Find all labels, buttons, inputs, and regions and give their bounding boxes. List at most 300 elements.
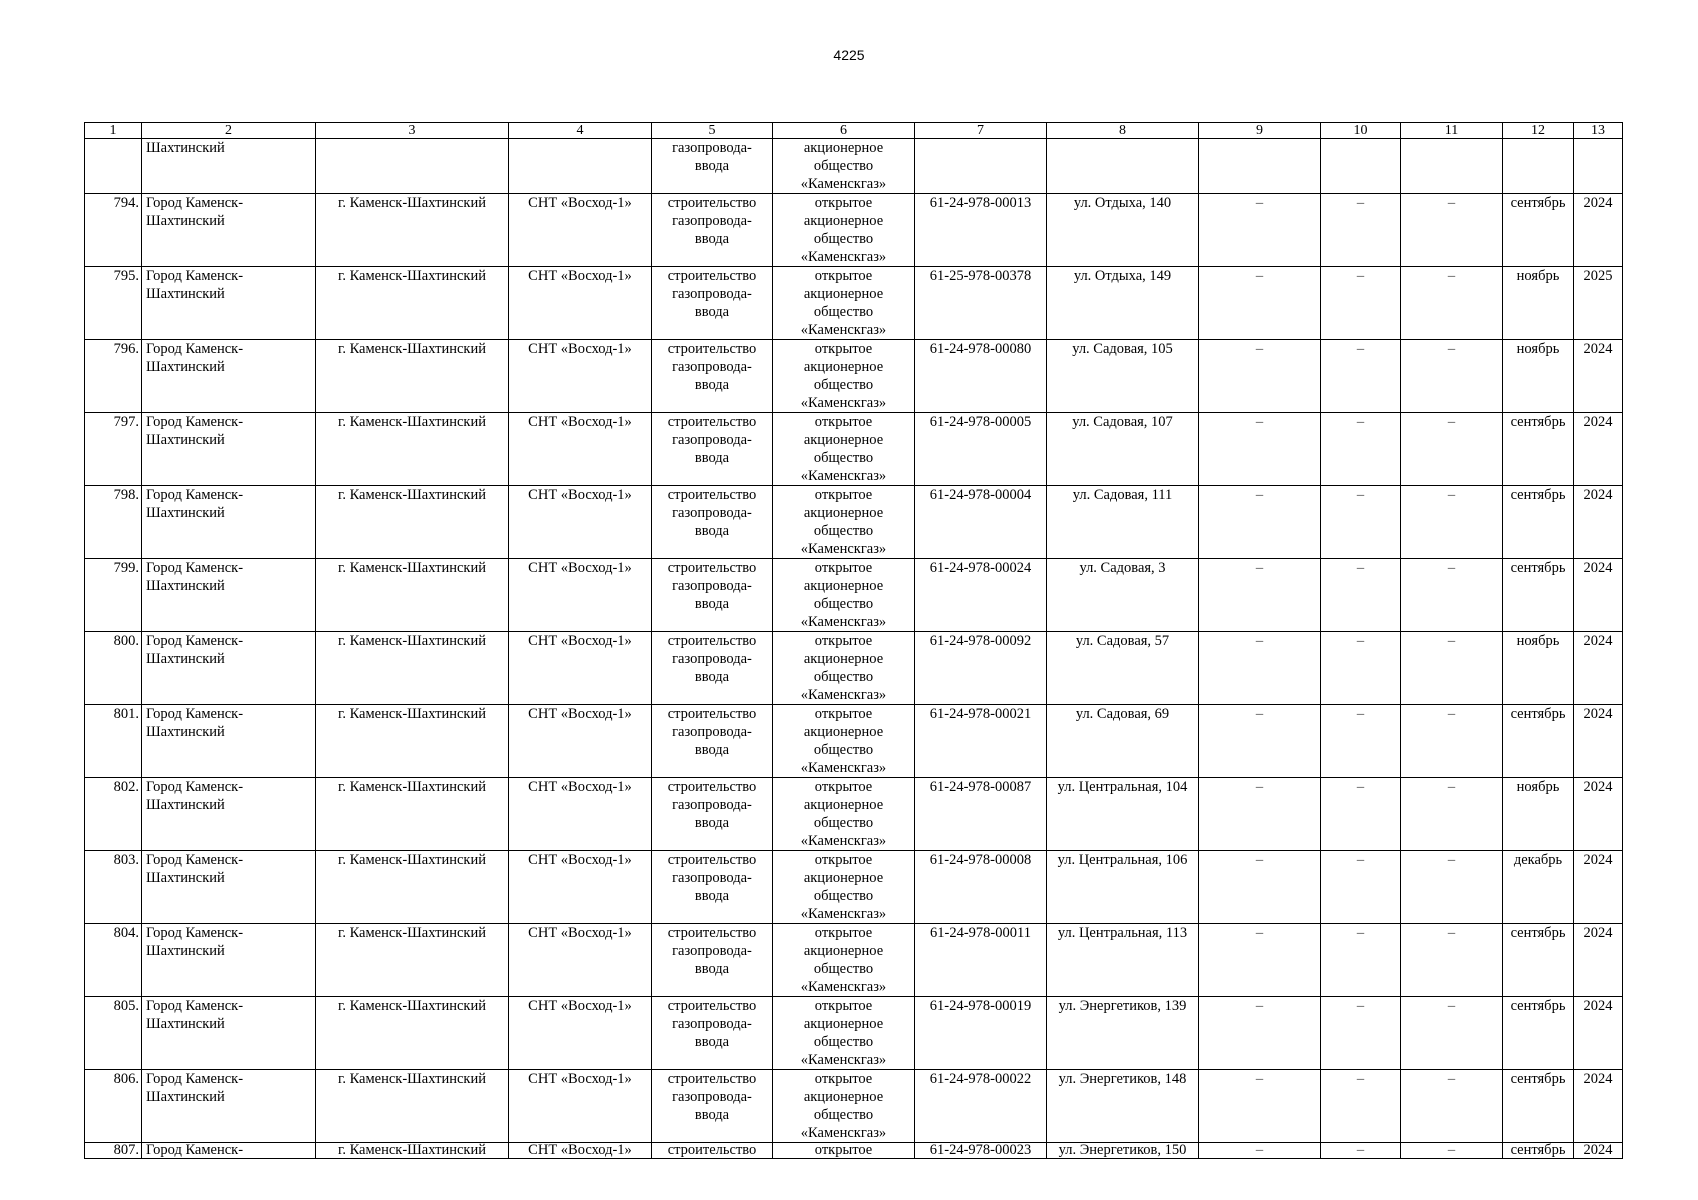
- column-header: 8: [1047, 123, 1199, 139]
- settlement-cell: СНТ «Восход-1»: [509, 997, 652, 1070]
- col10-cell: –: [1321, 559, 1401, 632]
- municipality-line: Шахтинский: [146, 359, 225, 375]
- year-cell: 2024: [1574, 1143, 1623, 1159]
- row-number-cell: 801.: [85, 705, 142, 778]
- year-cell: 2024: [1574, 194, 1623, 267]
- col11-cell: –: [1401, 340, 1503, 413]
- col10-cell: –: [1321, 340, 1401, 413]
- org-line: открытое: [814, 487, 873, 503]
- work-line: строительство: [667, 1071, 757, 1087]
- code-cell: 61-24-978-00087: [915, 778, 1047, 851]
- locality-cell: г. Каменск-Шахтинский: [316, 632, 509, 705]
- work-line: строительство: [667, 487, 757, 503]
- address-cell: ул. Центральная, 104: [1047, 778, 1199, 851]
- table-row: [85, 486, 1623, 559]
- col11-cell: –: [1401, 1143, 1503, 1159]
- col10-cell: –: [1321, 705, 1401, 778]
- column-header: 3: [316, 123, 509, 139]
- organization-cell: [773, 139, 915, 194]
- month-cell: сентябрь: [1503, 924, 1574, 997]
- work-line: ввода: [694, 450, 730, 466]
- col9-cell: –: [1199, 194, 1321, 267]
- month-cell: сентябрь: [1503, 705, 1574, 778]
- col10-cell: –: [1321, 486, 1401, 559]
- org-line: акционерное: [803, 651, 884, 667]
- work-line: ввода: [694, 523, 730, 539]
- work-line: ввода: [694, 377, 730, 393]
- org-line: общество: [813, 961, 874, 977]
- municipality-cell: [142, 340, 316, 413]
- year-cell: 2025: [1574, 267, 1623, 340]
- settlement-cell: СНТ «Восход-1»: [509, 632, 652, 705]
- municipality-cell: [142, 1070, 316, 1143]
- row-number-cell: 797.: [85, 413, 142, 486]
- month-cell: сентябрь: [1503, 194, 1574, 267]
- month-cell: сентябрь: [1503, 559, 1574, 632]
- municipality-cell: [142, 997, 316, 1070]
- month-cell: ноябрь: [1503, 267, 1574, 340]
- work-cell: строительство: [652, 1143, 773, 1159]
- org-line: открытое: [814, 925, 873, 941]
- work-line: строительство: [667, 633, 757, 649]
- organization-cell: [773, 486, 915, 559]
- work-line: ввода: [694, 158, 730, 174]
- month-cell: сентябрь: [1503, 1143, 1574, 1159]
- org-line: открытое: [814, 852, 873, 868]
- table-row: [85, 778, 1623, 851]
- work-line: строительство: [667, 341, 757, 357]
- col9-cell: –: [1199, 559, 1321, 632]
- work-line: газопровода-: [672, 797, 752, 813]
- municipality-line: Шахтинский: [146, 651, 225, 667]
- municipality-cell: [142, 486, 316, 559]
- address-cell: ул. Садовая, 111: [1047, 486, 1199, 559]
- org-line: открытое: [814, 1071, 873, 1087]
- table-row: [85, 559, 1623, 632]
- address-cell: ул. Центральная, 106: [1047, 851, 1199, 924]
- org-line: «Каменскгаз»: [800, 1125, 887, 1141]
- col9-cell: –: [1199, 632, 1321, 705]
- organization-cell: [773, 632, 915, 705]
- org-line: открытое: [814, 341, 873, 357]
- address-cell: ул. Садовая, 57: [1047, 632, 1199, 705]
- code-cell: 61-24-978-00008: [915, 851, 1047, 924]
- org-line: общество: [813, 523, 874, 539]
- work-line: газопровода-: [672, 213, 752, 229]
- org-line: общество: [813, 1107, 874, 1123]
- col9-cell: –: [1199, 267, 1321, 340]
- code-cell: 61-25-978-00378: [915, 267, 1047, 340]
- work-line: строительство: [667, 852, 757, 868]
- col10-cell: –: [1321, 851, 1401, 924]
- col10-cell: –: [1321, 194, 1401, 267]
- address-cell: ул. Отдыха, 140: [1047, 194, 1199, 267]
- settlement-cell: СНТ «Восход-1»: [509, 267, 652, 340]
- org-line: общество: [813, 231, 874, 247]
- col11-cell: –: [1401, 705, 1503, 778]
- settlement-cell: СНТ «Восход-1»: [509, 413, 652, 486]
- col11-cell: –: [1401, 997, 1503, 1070]
- month-cell: декабрь: [1503, 851, 1574, 924]
- org-line: акционерное: [803, 797, 884, 813]
- col9-cell: –: [1199, 486, 1321, 559]
- org-line: открытое: [814, 268, 873, 284]
- municipality-line: Город Каменск-: [146, 414, 244, 430]
- org-line: акционерное: [803, 724, 884, 740]
- municipality-line: Город Каменск-: [146, 779, 244, 795]
- work-line: газопровода-: [672, 651, 752, 667]
- col11-cell: –: [1401, 1070, 1503, 1143]
- col11-cell: –: [1401, 559, 1503, 632]
- year-cell: 2024: [1574, 486, 1623, 559]
- month-cell: сентябрь: [1503, 413, 1574, 486]
- municipality-cell: [142, 851, 316, 924]
- org-line: акционерное: [803, 286, 884, 302]
- col11-cell: –: [1401, 632, 1503, 705]
- continuation-row: [85, 139, 1623, 194]
- year-cell: 2024: [1574, 632, 1623, 705]
- settlement-cell: СНТ «Восход-1»: [509, 778, 652, 851]
- row-number-cell: 802.: [85, 778, 142, 851]
- month-cell: ноябрь: [1503, 778, 1574, 851]
- row-number-cell: 798.: [85, 486, 142, 559]
- municipality-line: Шахтинский: [146, 505, 225, 521]
- col9-cell: –: [1199, 851, 1321, 924]
- col9-cell: –: [1199, 1070, 1321, 1143]
- org-line: открытое: [814, 195, 873, 211]
- work-line: строительство: [667, 268, 757, 284]
- org-line: акционерное: [803, 432, 884, 448]
- address-cell: ул. Энергетиков, 150: [1047, 1143, 1199, 1159]
- work-line: газопровода-: [672, 505, 752, 521]
- work-cell: [652, 340, 773, 413]
- locality-cell: г. Каменск-Шахтинский: [316, 1143, 509, 1159]
- org-line: «Каменскгаз»: [800, 979, 887, 995]
- municipality-line: Город Каменск-: [146, 560, 244, 576]
- year-cell: 2024: [1574, 851, 1623, 924]
- column-header: 6: [773, 123, 915, 139]
- org-line: «Каменскгаз»: [800, 687, 887, 703]
- code-cell: 61-24-978-00005: [915, 413, 1047, 486]
- org-line: «Каменскгаз»: [800, 249, 887, 265]
- settlement-cell: [509, 139, 652, 194]
- org-line: акционерное: [803, 870, 884, 886]
- col9-cell: –: [1199, 340, 1321, 413]
- work-line: ввода: [694, 815, 730, 831]
- municipality-line: Шахтинский: [146, 797, 225, 813]
- municipality-line: Шахтинский: [146, 870, 225, 886]
- col10-cell: –: [1321, 267, 1401, 340]
- work-line: газопровода-: [672, 943, 752, 959]
- locality-cell: г. Каменск-Шахтинский: [316, 1070, 509, 1143]
- org-line: акционерное: [803, 1016, 884, 1032]
- locality-cell: г. Каменск-Шахтинский: [316, 559, 509, 632]
- code-cell: 61-24-978-00021: [915, 705, 1047, 778]
- year-cell: 2024: [1574, 1070, 1623, 1143]
- work-line: ввода: [694, 1107, 730, 1123]
- month-cell: [1503, 139, 1574, 194]
- settlement-cell: СНТ «Восход-1»: [509, 1070, 652, 1143]
- table-row: [85, 705, 1623, 778]
- page-number: 4225: [833, 47, 865, 63]
- year-cell: 2024: [1574, 924, 1623, 997]
- address-cell: ул. Энергетиков, 139: [1047, 997, 1199, 1070]
- column-header: 1: [85, 123, 142, 139]
- table-row: [85, 632, 1623, 705]
- code-cell: 61-24-978-00004: [915, 486, 1047, 559]
- org-line: акционерное: [803, 943, 884, 959]
- municipality-line: Город Каменск-: [146, 341, 244, 357]
- col11-cell: –: [1401, 924, 1503, 997]
- col11-cell: –: [1401, 413, 1503, 486]
- org-line: открытое: [814, 706, 873, 722]
- municipality-line: Город Каменск-: [146, 195, 244, 211]
- municipality-cell: [142, 778, 316, 851]
- column-header: 11: [1401, 123, 1503, 139]
- locality-cell: г. Каменск-Шахтинский: [316, 267, 509, 340]
- municipality-cell: Шахтинский: [142, 139, 316, 194]
- municipality-cell: [142, 924, 316, 997]
- work-line: ввода: [694, 596, 730, 612]
- organization-cell: [773, 194, 915, 267]
- work-line: ввода: [694, 888, 730, 904]
- settlement-cell: СНТ «Восход-1»: [509, 924, 652, 997]
- settlement-cell: СНТ «Восход-1»: [509, 194, 652, 267]
- work-line: ввода: [694, 961, 730, 977]
- org-line: «Каменскгаз»: [800, 906, 887, 922]
- settlement-cell: СНТ «Восход-1»: [509, 705, 652, 778]
- code-cell: 61-24-978-00022: [915, 1070, 1047, 1143]
- work-line: газопровода-: [672, 578, 752, 594]
- settlement-cell: СНТ «Восход-1»: [509, 486, 652, 559]
- col10-cell: –: [1321, 997, 1401, 1070]
- locality-cell: г. Каменск-Шахтинский: [316, 340, 509, 413]
- year-cell: [1574, 139, 1623, 194]
- organization-cell: [773, 413, 915, 486]
- locality-cell: г. Каменск-Шахтинский: [316, 997, 509, 1070]
- municipality-line: Шахтинский: [146, 286, 225, 302]
- municipality-line: Шахтинский: [146, 432, 225, 448]
- code-cell: 61-24-978-00024: [915, 559, 1047, 632]
- organization-cell: открытое: [773, 1143, 915, 1159]
- address-cell: ул. Садовая, 3: [1047, 559, 1199, 632]
- table-row: [85, 851, 1623, 924]
- table-row: [85, 924, 1623, 997]
- address-cell: ул. Отдыха, 149: [1047, 267, 1199, 340]
- row-number-cell: 804.: [85, 924, 142, 997]
- column-header: 4: [509, 123, 652, 139]
- work-line: строительство: [667, 779, 757, 795]
- municipality-cell: [142, 413, 316, 486]
- locality-cell: г. Каменск-Шахтинский: [316, 486, 509, 559]
- municipality-cell: Город Каменск-: [142, 1143, 316, 1159]
- organization-cell: [773, 997, 915, 1070]
- settlement-cell: СНТ «Восход-1»: [509, 340, 652, 413]
- org-line: акционерное: [803, 213, 884, 229]
- work-cell: [652, 413, 773, 486]
- municipality-line: Город Каменск-: [146, 925, 244, 941]
- municipality-cell: [142, 194, 316, 267]
- year-cell: 2024: [1574, 340, 1623, 413]
- col10-cell: –: [1321, 1143, 1401, 1159]
- work-line: ввода: [694, 231, 730, 247]
- col10-cell: –: [1321, 924, 1401, 997]
- municipality-cell: [142, 632, 316, 705]
- col10-cell: –: [1321, 1070, 1401, 1143]
- address-cell: ул. Энергетиков, 148: [1047, 1070, 1199, 1143]
- organization-cell: [773, 851, 915, 924]
- code-cell: [915, 139, 1047, 194]
- row-number-cell: 806.: [85, 1070, 142, 1143]
- col11-cell: –: [1401, 486, 1503, 559]
- work-cell: [652, 851, 773, 924]
- address-cell: ул. Центральная, 113: [1047, 924, 1199, 997]
- org-line: открытое: [814, 414, 873, 430]
- column-header: 2: [142, 123, 316, 139]
- month-cell: сентябрь: [1503, 486, 1574, 559]
- org-line: общество: [813, 669, 874, 685]
- column-header: 13: [1574, 123, 1623, 139]
- org-line: акционерное: [803, 1089, 884, 1105]
- organization-cell: [773, 340, 915, 413]
- locality-cell: [316, 139, 509, 194]
- row-number-cell: 805.: [85, 997, 142, 1070]
- col9-cell: –: [1199, 778, 1321, 851]
- col9-cell: –: [1199, 924, 1321, 997]
- col9-cell: [1199, 139, 1321, 194]
- municipality-line: Город Каменск-: [146, 268, 244, 284]
- organization-cell: [773, 924, 915, 997]
- col11-cell: –: [1401, 778, 1503, 851]
- municipality-line: Шахтинский: [146, 213, 225, 229]
- work-cell: [652, 267, 773, 340]
- org-line: «Каменскгаз»: [800, 322, 887, 338]
- month-cell: сентябрь: [1503, 1070, 1574, 1143]
- table-row: [85, 1143, 1623, 1159]
- work-cell: [652, 139, 773, 194]
- org-line: открытое: [814, 779, 873, 795]
- col9-cell: –: [1199, 705, 1321, 778]
- code-cell: 61-24-978-00019: [915, 997, 1047, 1070]
- org-line: общество: [813, 304, 874, 320]
- municipality-line: Шахтинский: [146, 578, 225, 594]
- col11-cell: –: [1401, 267, 1503, 340]
- municipality-line: Город Каменск-: [146, 998, 244, 1014]
- column-header: 12: [1503, 123, 1574, 139]
- work-line: ввода: [694, 304, 730, 320]
- table-row: [85, 340, 1623, 413]
- work-line: газопровода-: [672, 1089, 752, 1105]
- organization-cell: [773, 267, 915, 340]
- address-cell: [1047, 139, 1199, 194]
- locality-cell: г. Каменск-Шахтинский: [316, 924, 509, 997]
- col9-cell: –: [1199, 413, 1321, 486]
- month-cell: ноябрь: [1503, 340, 1574, 413]
- table-row: [85, 997, 1623, 1070]
- org-line: акционерное: [803, 359, 884, 375]
- org-line: акционерное: [803, 578, 884, 594]
- org-line: общество: [813, 450, 874, 466]
- table-row: [85, 1070, 1623, 1143]
- work-cell: [652, 486, 773, 559]
- locality-cell: г. Каменск-Шахтинский: [316, 851, 509, 924]
- org-line: акционерное: [803, 505, 884, 521]
- col10-cell: –: [1321, 778, 1401, 851]
- row-number-cell: 807.: [85, 1143, 142, 1159]
- work-line: ввода: [694, 1034, 730, 1050]
- locality-cell: г. Каменск-Шахтинский: [316, 778, 509, 851]
- column-header: 9: [1199, 123, 1321, 139]
- objects-table: [84, 122, 1623, 1159]
- org-line: открытое: [814, 560, 873, 576]
- work-line: строительство: [667, 925, 757, 941]
- col11-cell: –: [1401, 851, 1503, 924]
- org-line: общество: [813, 815, 874, 831]
- municipality-line: Город Каменск-: [146, 706, 244, 722]
- municipality-line: Город Каменск-: [146, 1071, 244, 1087]
- code-cell: 61-24-978-00013: [915, 194, 1047, 267]
- year-cell: 2024: [1574, 997, 1623, 1070]
- org-line: «Каменскгаз»: [800, 395, 887, 411]
- col9-cell: –: [1199, 997, 1321, 1070]
- address-cell: ул. Садовая, 69: [1047, 705, 1199, 778]
- locality-cell: г. Каменск-Шахтинский: [316, 194, 509, 267]
- org-line: общество: [813, 596, 874, 612]
- municipality-line: Шахтинский: [146, 1016, 225, 1032]
- work-line: газопровода-: [672, 724, 752, 740]
- work-line: строительство: [667, 195, 757, 211]
- year-cell: 2024: [1574, 778, 1623, 851]
- code-cell: 61-24-978-00023: [915, 1143, 1047, 1159]
- work-line: ввода: [694, 742, 730, 758]
- organization-cell: [773, 1070, 915, 1143]
- org-line: общество: [813, 1034, 874, 1050]
- work-line: газопровода-: [672, 286, 752, 302]
- org-line: открытое: [814, 633, 873, 649]
- municipality-cell: [142, 705, 316, 778]
- work-cell: [652, 559, 773, 632]
- work-line: газопровода-: [672, 432, 752, 448]
- code-cell: 61-24-978-00011: [915, 924, 1047, 997]
- org-line: общество: [813, 742, 874, 758]
- org-line: «Каменскгаз»: [800, 1052, 887, 1068]
- table-row: [85, 194, 1623, 267]
- locality-cell: г. Каменск-Шахтинский: [316, 705, 509, 778]
- work-line: газопровода-: [672, 1016, 752, 1032]
- work-line: газопровода-: [672, 870, 752, 886]
- address-cell: ул. Садовая, 107: [1047, 413, 1199, 486]
- municipality-line: Город Каменск-: [146, 487, 244, 503]
- work-cell: [652, 1070, 773, 1143]
- month-cell: ноябрь: [1503, 632, 1574, 705]
- code-cell: 61-24-978-00092: [915, 632, 1047, 705]
- org-line: «Каменскгаз»: [800, 468, 887, 484]
- year-cell: 2024: [1574, 413, 1623, 486]
- year-cell: 2024: [1574, 559, 1623, 632]
- settlement-cell: СНТ «Восход-1»: [509, 1143, 652, 1159]
- address-cell: ул. Садовая, 105: [1047, 340, 1199, 413]
- row-number-cell: 796.: [85, 340, 142, 413]
- org-line: акционерное: [803, 140, 884, 156]
- column-numbers-row: [85, 123, 1623, 139]
- organization-cell: [773, 705, 915, 778]
- org-line: «Каменскгаз»: [800, 614, 887, 630]
- org-line: общество: [813, 888, 874, 904]
- settlement-cell: СНТ «Восход-1»: [509, 559, 652, 632]
- org-line: общество: [813, 377, 874, 393]
- municipality-line: Город Каменск-: [146, 852, 244, 868]
- row-number-cell: 799.: [85, 559, 142, 632]
